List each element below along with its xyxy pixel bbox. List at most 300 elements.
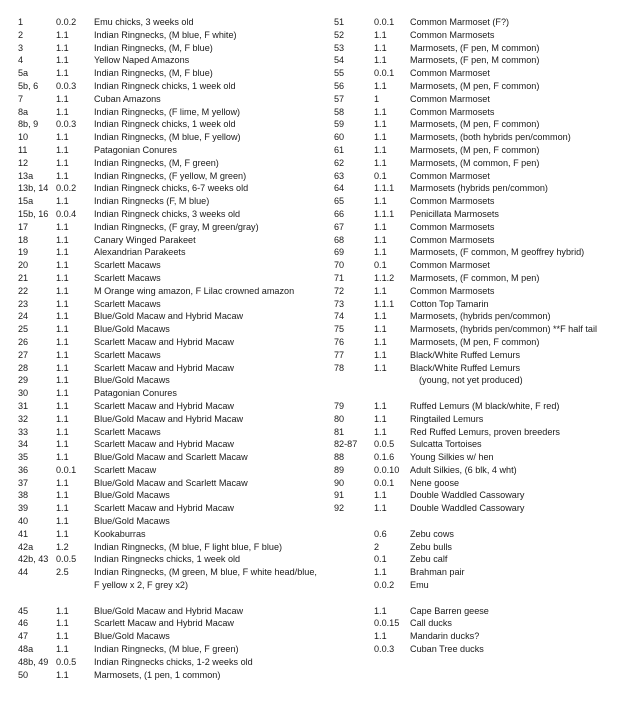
animal-count: 1.1 [374, 413, 387, 424]
pen-number [334, 566, 374, 579]
inventory-row [18, 42, 336, 55]
animal-count: 1.1 [56, 528, 69, 539]
animal-description: Indian Ringnecks (F, M blue) [94, 196, 210, 207]
inventory-row [334, 592, 630, 605]
pen-number: 8b, 9 [18, 119, 39, 130]
pen-number: 36 [18, 464, 29, 475]
animal-description: Red Ruffed Lemurs, proven breeders [410, 426, 560, 437]
animal-count: 1.1 [56, 29, 69, 40]
animal-description: Canary Winged Parakeet [94, 234, 196, 245]
inventory-row [334, 579, 630, 592]
animal-description: Marmosets, (both hybrids pen/common) [410, 132, 571, 143]
inventory-row [18, 272, 336, 285]
pen-number: 42a [18, 541, 34, 552]
pen-number: 46 [18, 618, 29, 629]
inventory-row [334, 451, 630, 464]
inventory-row [334, 42, 630, 55]
animal-count: 1.1 [56, 234, 69, 245]
animal-description: Nene goose [410, 477, 460, 488]
animal-count: 1.1 [374, 221, 387, 232]
pen-number: 26 [18, 336, 29, 347]
pen-number: 18 [18, 234, 29, 245]
pen-number [18, 592, 56, 605]
pen-number [334, 617, 374, 630]
inventory-row [334, 336, 630, 349]
animal-count: 0.0.1 [374, 477, 395, 488]
pen-number: 10 [18, 132, 29, 143]
inventory-row [18, 93, 336, 106]
pen-number: 52 [334, 29, 345, 40]
animal-count: 1.1 [56, 221, 69, 232]
animal-count: 0.0.3 [56, 80, 77, 91]
animal-description: Marmosets, (F pen, M common) [410, 55, 540, 66]
left-column [18, 16, 336, 681]
pen-number: 61 [334, 144, 345, 155]
animal-description: Indian Ringnecks chicks, 1 week old [94, 554, 241, 565]
inventory-row [334, 489, 630, 502]
animal-count: 1.1 [56, 55, 69, 66]
inventory-row [334, 502, 630, 515]
inventory-row [18, 336, 336, 349]
pen-number: 20 [18, 260, 29, 271]
inventory-row [18, 515, 336, 528]
animal-count: 0.0.2 [56, 17, 77, 27]
animal-description: Kookaburras [94, 528, 146, 539]
animal-description: Indian Ringnecks, (F lime, M yellow) [94, 106, 241, 117]
pen-number: 71 [334, 272, 345, 283]
inventory-row [18, 67, 336, 80]
pen-number: 57 [334, 93, 345, 104]
animal-count: 1.1 [56, 68, 69, 79]
animal-description: Emu chicks, 3 weeks old [94, 17, 194, 27]
pen-number: 68 [334, 234, 345, 245]
animal-description: Marmosets, (M pen, F common) [410, 119, 540, 130]
animal-description: Marmosets, (M pen, F common) [410, 144, 540, 155]
inventory-row [334, 182, 630, 195]
animal-count: 0.0.2 [374, 580, 395, 591]
pen-number: 58 [334, 106, 345, 117]
animal-description: Blue/Gold Macaw and Hybrid Macaw [94, 413, 244, 424]
inventory-row [18, 195, 336, 208]
animal-count: 1.1 [374, 349, 387, 360]
inventory-row [334, 234, 630, 247]
animal-description: (young, not yet produced) [419, 375, 523, 386]
animal-description: Cuban Tree ducks [410, 644, 484, 655]
pen-number: 35 [18, 452, 29, 463]
inventory-row [18, 285, 336, 298]
inventory-row [334, 605, 630, 618]
animal-description [94, 592, 336, 605]
inventory-row [334, 195, 630, 208]
inventory-row [18, 259, 336, 272]
pen-number: 82-87 [334, 439, 358, 450]
animal-description: Common Marmosets [410, 285, 495, 296]
animal-description: Indian Ringnecks, (F yellow, M green) [94, 170, 247, 181]
inventory-row [18, 541, 336, 554]
animal-description: Indian Ringnecks chicks, 1-2 weeks old [94, 656, 253, 667]
animal-description: Ringtailed Lemurs [410, 413, 484, 424]
animal-count: 1.1 [374, 426, 387, 437]
animal-count: 1.1 [374, 362, 387, 373]
animal-description: Call ducks [410, 618, 452, 629]
animal-description [410, 387, 630, 400]
pen-number: 75 [334, 324, 345, 335]
animal-description: Common Marmosets [410, 29, 495, 40]
inventory-row [18, 451, 336, 464]
pen-number [334, 541, 374, 554]
animal-description: Indian Ringnecks, (M green, M blue, F white head/blue, [94, 567, 317, 578]
animal-description: Patagonian Conures [94, 388, 177, 399]
animal-count: 1.1 [56, 132, 69, 143]
inventory-row [334, 54, 630, 67]
inventory-row [334, 553, 630, 566]
animal-description: Scarlett Macaws [94, 260, 161, 271]
inventory-row [18, 426, 336, 439]
pen-number: 42b, 43 [18, 554, 49, 565]
animal-description: Common Marmoset [410, 170, 490, 181]
inventory-row [334, 515, 630, 528]
inventory-row [334, 93, 630, 106]
animal-description: Indian Ringneck chicks, 3 weeks old [94, 208, 241, 219]
animal-description: Blue/Gold Macaws [94, 490, 170, 501]
pen-number: 50 [18, 669, 29, 680]
inventory-row [18, 298, 336, 311]
pen-number [334, 387, 374, 400]
animal-count: 1.1 [56, 413, 69, 424]
pen-number: 88 [334, 452, 345, 463]
inventory-row [334, 298, 630, 311]
pen-number: 33 [18, 426, 29, 437]
animal-description: Young Silkies w/ hen [410, 452, 494, 463]
animal-description: Common Marmoset [410, 68, 490, 79]
pen-number: 65 [334, 196, 345, 207]
animal-description: Zebu cows [410, 528, 454, 539]
pen-number: 54 [334, 55, 345, 66]
inventory-row [334, 630, 630, 643]
pen-number: 76 [334, 336, 345, 347]
pen-number: 74 [334, 311, 345, 322]
inventory-row [18, 16, 336, 29]
inventory-row [334, 106, 630, 119]
animal-description: Brahman pair [410, 567, 465, 578]
animal-count: 1.1 [56, 260, 69, 271]
pen-number: 25 [18, 324, 29, 335]
inventory-row [334, 80, 630, 93]
animal-description: Indian Ringnecks, (M blue, F yellow) [94, 132, 241, 143]
animal-description: Marmosets, (M pen, F common) [410, 336, 540, 347]
pen-number: 63 [334, 170, 345, 181]
inventory-row [334, 464, 630, 477]
animal-count: 1.1 [374, 106, 387, 117]
inventory-row [18, 413, 336, 426]
animal-description: Scarlett Macaw and Hybrid Macaw [94, 439, 234, 450]
inventory-row [18, 54, 336, 67]
inventory-row [334, 400, 630, 413]
pen-number: 27 [18, 349, 29, 360]
animal-count: 1.1 [374, 157, 387, 168]
pen-number [334, 579, 374, 592]
animal-count: 0.0.5 [56, 656, 77, 667]
inventory-row [18, 464, 336, 477]
animal-count: 1.1 [56, 439, 69, 450]
animal-description: Scarlett Macaw and Hybrid Macaw [94, 400, 234, 411]
animal-description: Double Waddled Cassowary [410, 503, 525, 514]
animal-description: Scarlett Macaw and Hybrid Macaw [94, 362, 234, 373]
pen-number: 91 [334, 490, 345, 501]
pen-number: 15b, 16 [18, 208, 49, 219]
animal-count: 1.1 [374, 336, 387, 347]
animal-count: 0.0.5 [56, 554, 77, 565]
animal-description: Marmosets, (F common, M pen) [410, 272, 540, 283]
animal-count: 1.1 [56, 42, 69, 53]
animal-description: Common Marmoset [410, 260, 490, 271]
animal-count: 1.1 [56, 400, 69, 411]
pen-number [334, 374, 374, 387]
inventory-row [334, 16, 630, 29]
pen-number: 67 [334, 221, 345, 232]
animal-count [56, 579, 94, 592]
animal-count: 1.1 [56, 362, 69, 373]
animal-count: 1.1 [56, 93, 69, 104]
inventory-row [334, 528, 630, 541]
animal-count: 2.5 [56, 567, 69, 578]
animal-description: Yellow Naped Amazons [94, 55, 190, 66]
pen-number [334, 605, 374, 618]
animal-count [374, 592, 410, 605]
inventory-row [334, 118, 630, 131]
animal-description: Scarlett Macaws [94, 298, 161, 309]
animal-description: Scarlett Macaws [94, 426, 161, 437]
animal-count: 1.1 [56, 452, 69, 463]
pen-number: 32 [18, 413, 29, 424]
pen-number: 37 [18, 477, 29, 488]
pen-number: 73 [334, 298, 345, 309]
animal-count: 0.0.10 [374, 464, 400, 475]
inventory-row [18, 605, 336, 618]
pen-number: 41 [18, 528, 29, 539]
inventory-row [18, 323, 336, 336]
inventory-row [334, 285, 630, 298]
inventory-row [18, 669, 336, 682]
inventory-row [334, 617, 630, 630]
animal-description: Common Marmosets [410, 234, 495, 245]
pen-number: 15a [18, 196, 34, 207]
animal-description: Cotton Top Tamarin [410, 298, 489, 309]
animal-description: Black/White Ruffed Lemurs [410, 349, 521, 360]
inventory-row [18, 579, 336, 592]
inventory-row [18, 489, 336, 502]
pen-number: 39 [18, 503, 29, 514]
animal-description: Scarlett Macaw and Hybrid Macaw [94, 618, 234, 629]
animal-description: Zebu bulls [410, 541, 452, 552]
inventory-row [334, 29, 630, 42]
animal-count: 1.1 [56, 106, 69, 117]
animal-count: 1.1 [56, 375, 69, 386]
animal-description: Marmosets, (hybrids pen/common) **F half tail [410, 324, 597, 335]
animal-count: 1.1 [374, 503, 387, 514]
pen-number: 38 [18, 490, 29, 501]
animal-description: Scarlett Macaws [94, 349, 161, 360]
animal-description: Adult Silkies, (6 blk, 4 wht) [410, 464, 517, 475]
animal-description: Indian Ringnecks, (M blue, F light blue, F blue) [94, 541, 283, 552]
pen-number: 80 [334, 413, 345, 424]
inventory-row [334, 643, 630, 656]
animal-description: Indian Ringneck chicks, 1 week old [94, 80, 236, 91]
inventory-row [18, 630, 336, 643]
pen-number: 89 [334, 464, 345, 475]
pen-number: 79 [334, 400, 345, 411]
animal-description: Common Marmosets [410, 196, 495, 207]
animal-description: Scarlett Macaws [94, 272, 161, 283]
pen-number: 34 [18, 439, 29, 450]
pen-number: 51 [334, 17, 345, 27]
animal-description: Blue/Gold Macaw and Scarlett Macaw [94, 477, 248, 488]
animal-description: Penicillata Marmosets [410, 208, 499, 219]
animal-count: 1.1 [374, 631, 387, 642]
animal-description: Marmosets, (M pen, F common) [410, 80, 540, 91]
pen-number [334, 630, 374, 643]
inventory-row [334, 477, 630, 490]
pen-number: 29 [18, 375, 29, 386]
pen-number: 23 [18, 298, 29, 309]
animal-description: F yellow x 2, F grey x2) [94, 580, 188, 591]
animal-count: 0.0.3 [56, 119, 77, 130]
pen-number: 2 [18, 29, 24, 40]
animal-count: 1.1 [374, 55, 387, 66]
animal-count: 0.0.2 [56, 183, 77, 194]
animal-count: 1.1 [56, 157, 69, 168]
animal-count: 1.1 [56, 388, 69, 399]
animal-description: Cape Barren geese [410, 605, 489, 616]
animal-count: 1.1 [374, 247, 387, 258]
animal-count: 1.1 [374, 132, 387, 143]
pen-number: 3 [18, 42, 24, 53]
inventory-row [18, 118, 336, 131]
pen-number: 28 [18, 362, 29, 373]
inventory-row [18, 310, 336, 323]
animal-count: 1.1 [56, 144, 69, 155]
inventory-row [18, 400, 336, 413]
animal-count: 1.1.1 [374, 208, 395, 219]
animal-description: Indian Ringnecks, (M, F blue) [94, 68, 213, 79]
pen-number: 70 [334, 260, 345, 271]
animal-count: 0.0.3 [374, 644, 395, 655]
right-column [334, 16, 630, 656]
animal-count: 1.1 [374, 400, 387, 411]
animal-description: Marmosets, (F pen, M common) [410, 42, 540, 53]
pen-number: 60 [334, 132, 345, 143]
pen-number: 47 [18, 631, 29, 642]
animal-count: 1.1.2 [374, 272, 395, 283]
pen-number: 4 [18, 55, 24, 66]
animal-description: Double Waddled Cassowary [410, 490, 525, 501]
inventory-row [18, 553, 336, 566]
animal-description: Indian Ringnecks, (M blue, F green) [94, 644, 239, 655]
animal-count: 1 [374, 93, 380, 104]
inventory-row [18, 643, 336, 656]
animal-count: 1.1 [374, 490, 387, 501]
animal-count: 1.1 [56, 170, 69, 181]
animal-count: 1.1 [56, 618, 69, 629]
inventory-row [334, 566, 630, 579]
animal-count: 1.2 [56, 541, 69, 552]
animal-count: 1.1 [374, 119, 387, 130]
inventory-row [18, 438, 336, 451]
animal-count: 1.1 [374, 80, 387, 91]
animal-count: 1.1 [56, 490, 69, 501]
animal-count: 0.0.4 [56, 208, 77, 219]
animal-count: 0.1 [374, 554, 387, 565]
animal-count: 1.1 [56, 503, 69, 514]
pen-number [334, 528, 374, 541]
animal-description: Ruffed Lemurs (M black/white, F red) [410, 400, 560, 411]
animal-count: 1.1.1 [374, 183, 395, 194]
pen-number: 48b, 49 [18, 656, 49, 667]
animal-description: Scarlett Macaw and Hybrid Macaw [94, 336, 234, 347]
animal-description: Indian Ringneck chicks, 6-7 weeks old [94, 183, 249, 194]
pen-number: 59 [334, 119, 345, 130]
animal-count [56, 592, 94, 605]
animal-description: Blue/Gold Macaws [94, 324, 170, 335]
pen-number: 53 [334, 42, 345, 53]
animal-description: Emu [410, 580, 429, 591]
pen-number: 22 [18, 285, 29, 296]
pen-number: 48a [18, 644, 34, 655]
animal-count: 0.1.6 [374, 452, 395, 463]
inventory-row [334, 221, 630, 234]
animal-description: Common Marmoset [410, 93, 490, 104]
animal-count: 1.1 [374, 567, 387, 578]
animal-description: Common Marmoset (F?) [410, 17, 510, 27]
pen-number: 5b, 6 [18, 80, 39, 91]
animal-count: 1.1 [374, 285, 387, 296]
animal-description: Blue/Gold Macaws [94, 516, 170, 527]
pen-number: 19 [18, 247, 29, 258]
animal-count: 0.0.1 [56, 464, 77, 475]
pen-number: 40 [18, 516, 29, 527]
animal-description: Marmosets, (1 pen, 1 common) [94, 669, 221, 680]
pen-number: 11 [18, 144, 28, 155]
pen-number: 78 [334, 362, 345, 373]
pen-number: 17 [18, 221, 29, 232]
inventory-row [334, 131, 630, 144]
animal-count: 0.6 [374, 528, 387, 539]
inventory-row [18, 477, 336, 490]
inventory-row [18, 387, 336, 400]
inventory-row [334, 272, 630, 285]
inventory-row [18, 131, 336, 144]
animal-description: Scarlett Macaw and Hybrid Macaw [94, 503, 234, 514]
inventory-row [334, 246, 630, 259]
pen-number: 24 [18, 311, 29, 322]
animal-description: Scarlett Macaw [94, 464, 157, 475]
animal-count: 1.1 [56, 196, 69, 207]
animal-description: Blue/Gold Macaw and Hybrid Macaw [94, 605, 244, 616]
animal-count: 1.1 [56, 477, 69, 488]
inventory-row [334, 362, 630, 375]
animal-count: 0.1 [374, 260, 387, 271]
animal-count: 1.1 [56, 336, 69, 347]
animal-description: Blue/Gold Macaw and Scarlett Macaw [94, 452, 248, 463]
animal-count: 1.1 [56, 516, 69, 527]
pen-number: 64 [334, 183, 345, 194]
inventory-row [18, 528, 336, 541]
animal-count: 1.1 [56, 311, 69, 322]
pen-number: 12 [18, 157, 29, 168]
inventory-row [334, 208, 630, 221]
pen-number: 69 [334, 247, 345, 258]
animal-count: 0.0.15 [374, 618, 400, 629]
